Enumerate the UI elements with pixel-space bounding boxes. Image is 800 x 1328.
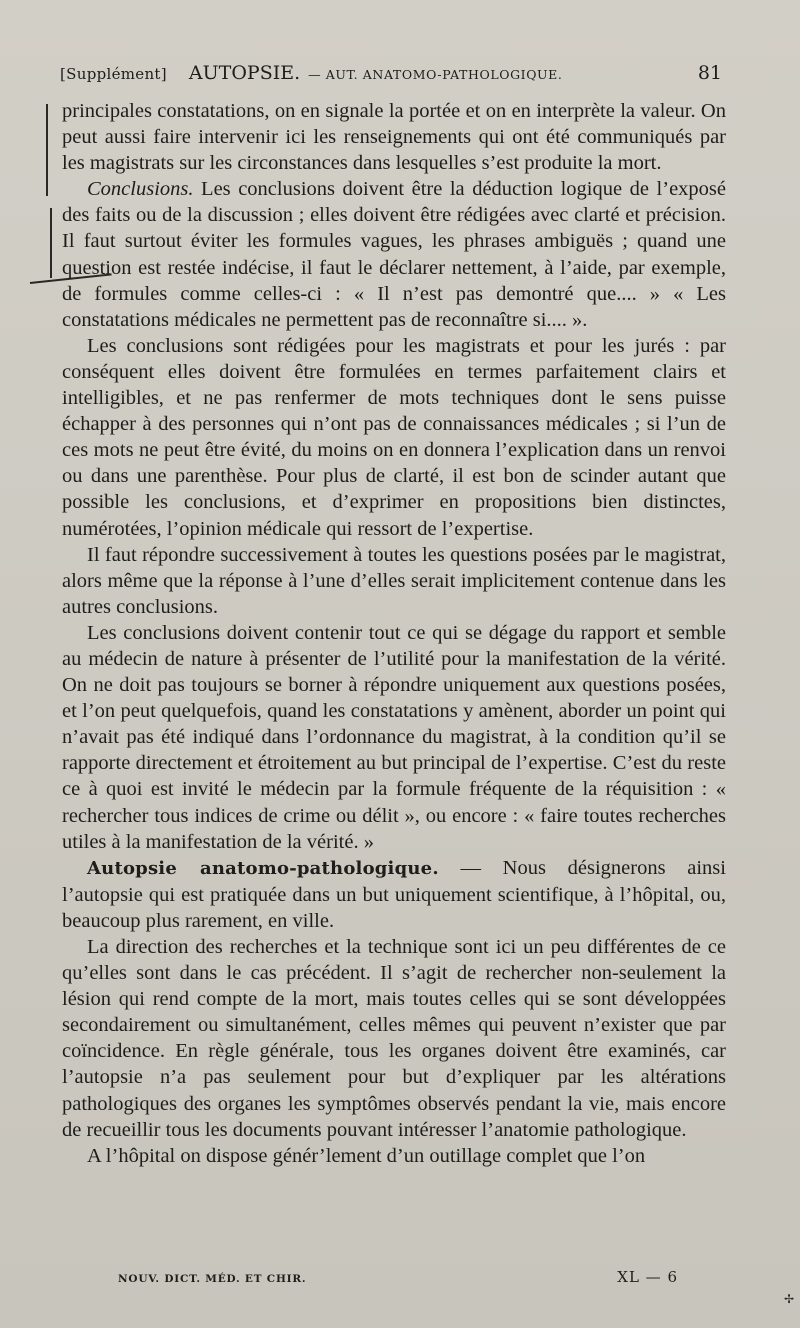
margin-pencil-mark <box>46 104 48 196</box>
page-number: 81 <box>697 62 722 84</box>
supplement-label: [Supplément] <box>60 65 167 83</box>
footer-signature: XL — 6 <box>617 1268 678 1286</box>
section-heading-autopsie: Autopsie anatomo-pathologique. <box>87 857 439 879</box>
page-footer <box>118 1268 678 1286</box>
body-text <box>62 98 726 1169</box>
paragraph: principales constatations, on en signale la portée et on en interprète la valeur. On peut aussi faire intervenir ici les renseignements qui ont été communiqués par les magistrats sur les circonstances dans lesquelles s’est produite la mort. <box>62 100 726 175</box>
paragraph: Les conclusions doivent contenir tout ce qui se dégage du rapport et semble au médecin de nature à présenter de l’utilité pour la manifestation de la vérité. On ne doit pas toujours se borner à répondre uniquement aux questions posées, et l’on peut quelquefois, quand les constatations y amènent, aborder un point qui n’avait pas été indiqué dans l’ordonnance du magistrat, à la condition qu’il se rapporte directement et étroitement au but principal de l’expertise. C’est du reste ce à quoi est invité le médecin par la formule fréquente de la réquisition : « rechercher tous indices de crime ou délit », ou encore : « faire toutes recherches utiles à la manifestation de la vérité. » <box>62 621 726 853</box>
running-header <box>60 62 722 90</box>
paragraph <box>62 176 726 333</box>
paragraph-text: — Nous désignerons ainsi l’autopsie qui est pratiquée dans un but uniquement scientifique, à l’hôpital, ou, beaucoup plus rarement, en ville. <box>62 856 726 932</box>
header-title: AUTOPSIE. <box>188 62 301 84</box>
section-heading-conclusions: Conclusions. <box>87 178 194 201</box>
margin-pencil-mark <box>50 208 52 278</box>
header-subtitle: — AUT. ANATOMO-PATHOLOGIQUE. <box>308 67 563 82</box>
paragraph: A l’hôpital on dispose génér’lement d’un outillage complet que l’on <box>87 1144 646 1167</box>
paragraph <box>62 855 726 934</box>
corner-mark-icon: ✢ <box>784 1292 795 1306</box>
paragraph: Les conclusions sont rédigées pour les magistrats et pour les jurés : par conséquent elles doivent être formulées en termes parfaitement clairs et intelligibles, et ne pas renfermer de mots techniques dont le sens puisse échapper à des personnes qui n’ont pas de connaissances médicales ; si l’un de ces mots ne peut être évité, du moins on en donnera l’explication dans un renvoi ou dans une parenthèse. Pour plus de clarté, il est bon de scinder autant que possible les conclusions, et d’exprimer en propositions bien distinctes, numérotées, l’opinion médicale qui ressort de l’expertise. <box>62 334 726 540</box>
paragraph-text: Les conclusions doivent être la déduction logique de l’exposé des faits ou de la discussion ; elles doivent être rédigées avec clarté et précision. Il faut surtout éviter les formules vagues, les phrases ambiguës ; quand une question est restée indécise, il faut le déclarer nettement, à l’aide, par exemple, de formules comme celles-ci : « Il n’est pas demontré que.... » « Les constatations médicales ne permettent pas de reconnaître si.... ». <box>62 178 726 331</box>
paragraph: La direction des recherches et la technique sont ici un peu différentes de ce qu’elles sont dans le cas précédent. Il s’agit de rechercher non-seulement la lésion qui rend compte de la mort, mais toutes celles qui se sont développées secondairement ou simultanément, celles mêmes qui peuvent n’exister que par coïncidence. En règle générale, tous les organes doivent être examinés, car l’autopsie n’a pas seulement pour but d’expliquer par les altérations pathologiques des organes les symptômes observés pendant la vie, mais encore de recueillir tous les documents pouvant intéresser l’anatomie pathologique. <box>62 936 726 1141</box>
paragraph: Il faut répondre successivement à toutes les questions posées par le magistrat, alors même que la réponse à l’une d’elles serait implicitement contenue dans les autres conclusions. <box>62 543 726 618</box>
footer-publication: NOUV. DICT. MÉD. ET CHIR. <box>118 1273 307 1285</box>
